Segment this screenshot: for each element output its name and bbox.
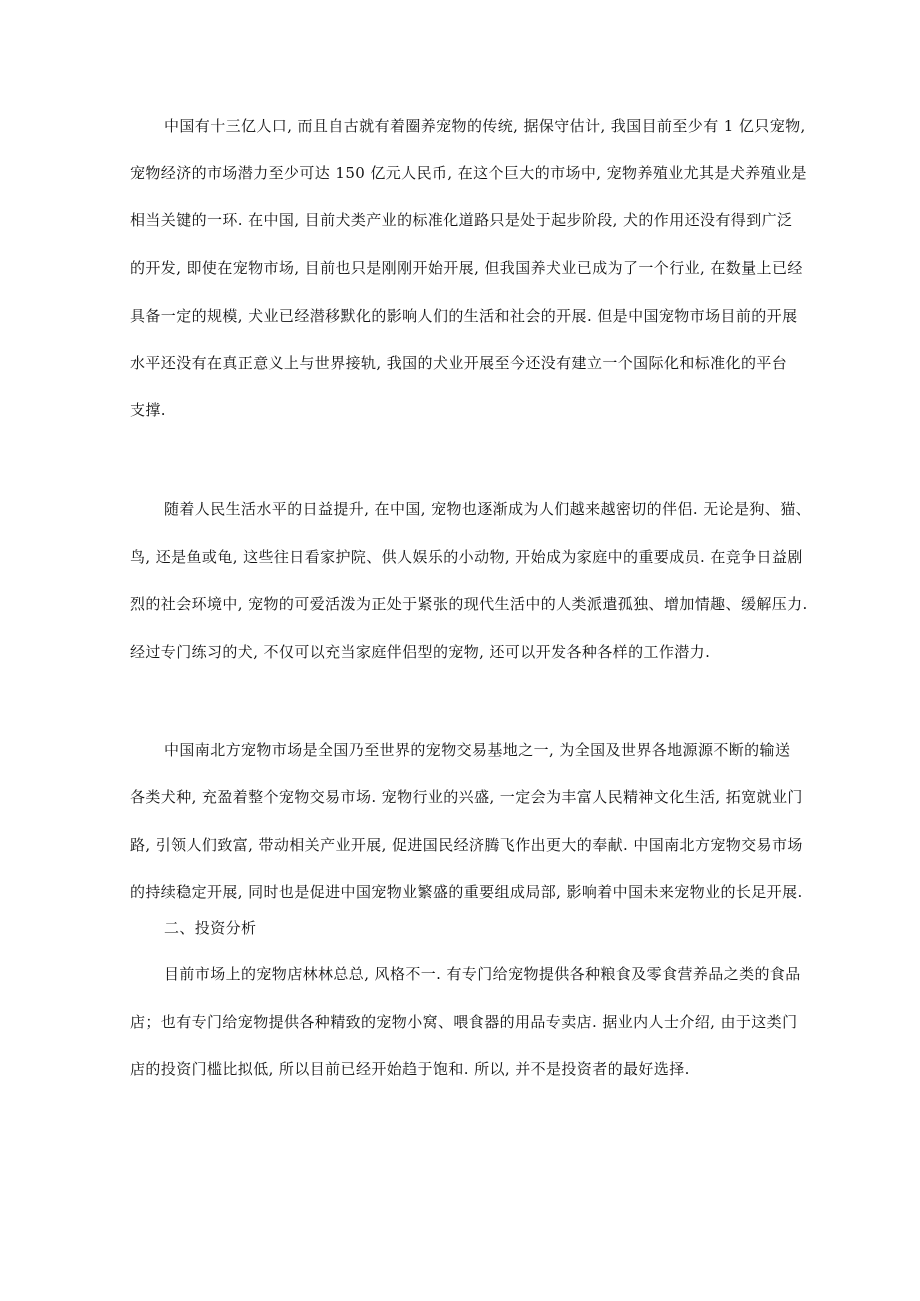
text-line: 各类犬种, 充盈着整个宠物交易市场. 宠物行业的兴盛, 一定会为丰富人民精神文化生活, 拓宽就业门 <box>130 788 803 806</box>
text-line: 宠物经济的市场潜力至少可达 150 亿元人民币, 在这个巨大的市场中, 宠物养殖业尤其是犬养殖业是 <box>130 164 807 182</box>
text-line: 路, 引领人们致富, 带动相关产业开展, 促进国民经济腾飞作出更大的奉献. 中国南北方宠物交易市场 <box>130 836 803 854</box>
text-line: 水平还没有在真正意义上与世界接轨, 我国的犬业开展至今还没有建立一个国际化和标准化的平台 <box>130 354 788 372</box>
text-line: 烈的社会环境中, 宠物的可爱活泼为正处于紧张的现代生活中的人类派遣孤独、增加情趣、缓解压力. <box>130 595 808 613</box>
text-line: 的开发, 即使在宠物市场, 目前也只是刚刚开始开展, 但我国养犬业已成为了一个行业, 在数量上已经 <box>130 259 803 277</box>
section-heading: 二、投资分析 <box>164 919 257 937</box>
text-line: 支撑. <box>130 401 166 419</box>
text-line: 店的投资门槛比拟低, 所以目前已经开始趋于饱和. 所以, 并不是投资者的最好选择. <box>130 1060 690 1078</box>
text-line: 的持续稳定开展, 同时也是促进中国宠物业繁盛的重要组成局部, 影响着中国未来宠物业的长足开展. <box>130 883 803 901</box>
text-line: 相当关键的一环. 在中国, 目前犬类产业的标准化道路只是处于起步阶段, 犬的作用还没有得到广泛 <box>130 211 793 229</box>
text-line: 目前市场上的宠物店林林总总, 风格不一. 有专门给宠物提供各种粮食及零食营养品之类的食品 <box>164 965 801 983</box>
text-line: 鸟, 还是鱼或龟, 这些往日看家护院、供人娱乐的小动物, 开始成为家庭中的重要成员. 在竞争日益剧 <box>130 548 803 566</box>
text-line: 具备一定的规模, 犬业已经潜移默化的影响人们的生活和社会的开展. 但是中国宠物市场目前的开展 <box>130 307 798 325</box>
text-line: 中国有十三亿人口, 而且自古就有着圈养宠物的传统, 据保守估计, 我国目前至少有 1 亿只宠物, <box>164 117 806 135</box>
text-line: 中国南北方宠物市场是全国乃至世界的宠物交易基地之一, 为全国及世界各地源源不断的输送 <box>164 741 791 759</box>
text-line: 经过专门练习的犬, 不仅可以充当家庭伴侣型的宠物, 还可以开发各种各样的工作潜力. <box>130 643 711 661</box>
text-line: 随着人民生活水平的日益提升, 在中国, 宠物也逐渐成为人们越来越密切的伴侣. 无论是狗、猫、 <box>164 500 812 518</box>
text-line: 店；也有专门给宠物提供各种精致的宠物小窝、喂食器的用品专卖店. 据业内人士介绍, 由于这类门 <box>130 1013 798 1031</box>
